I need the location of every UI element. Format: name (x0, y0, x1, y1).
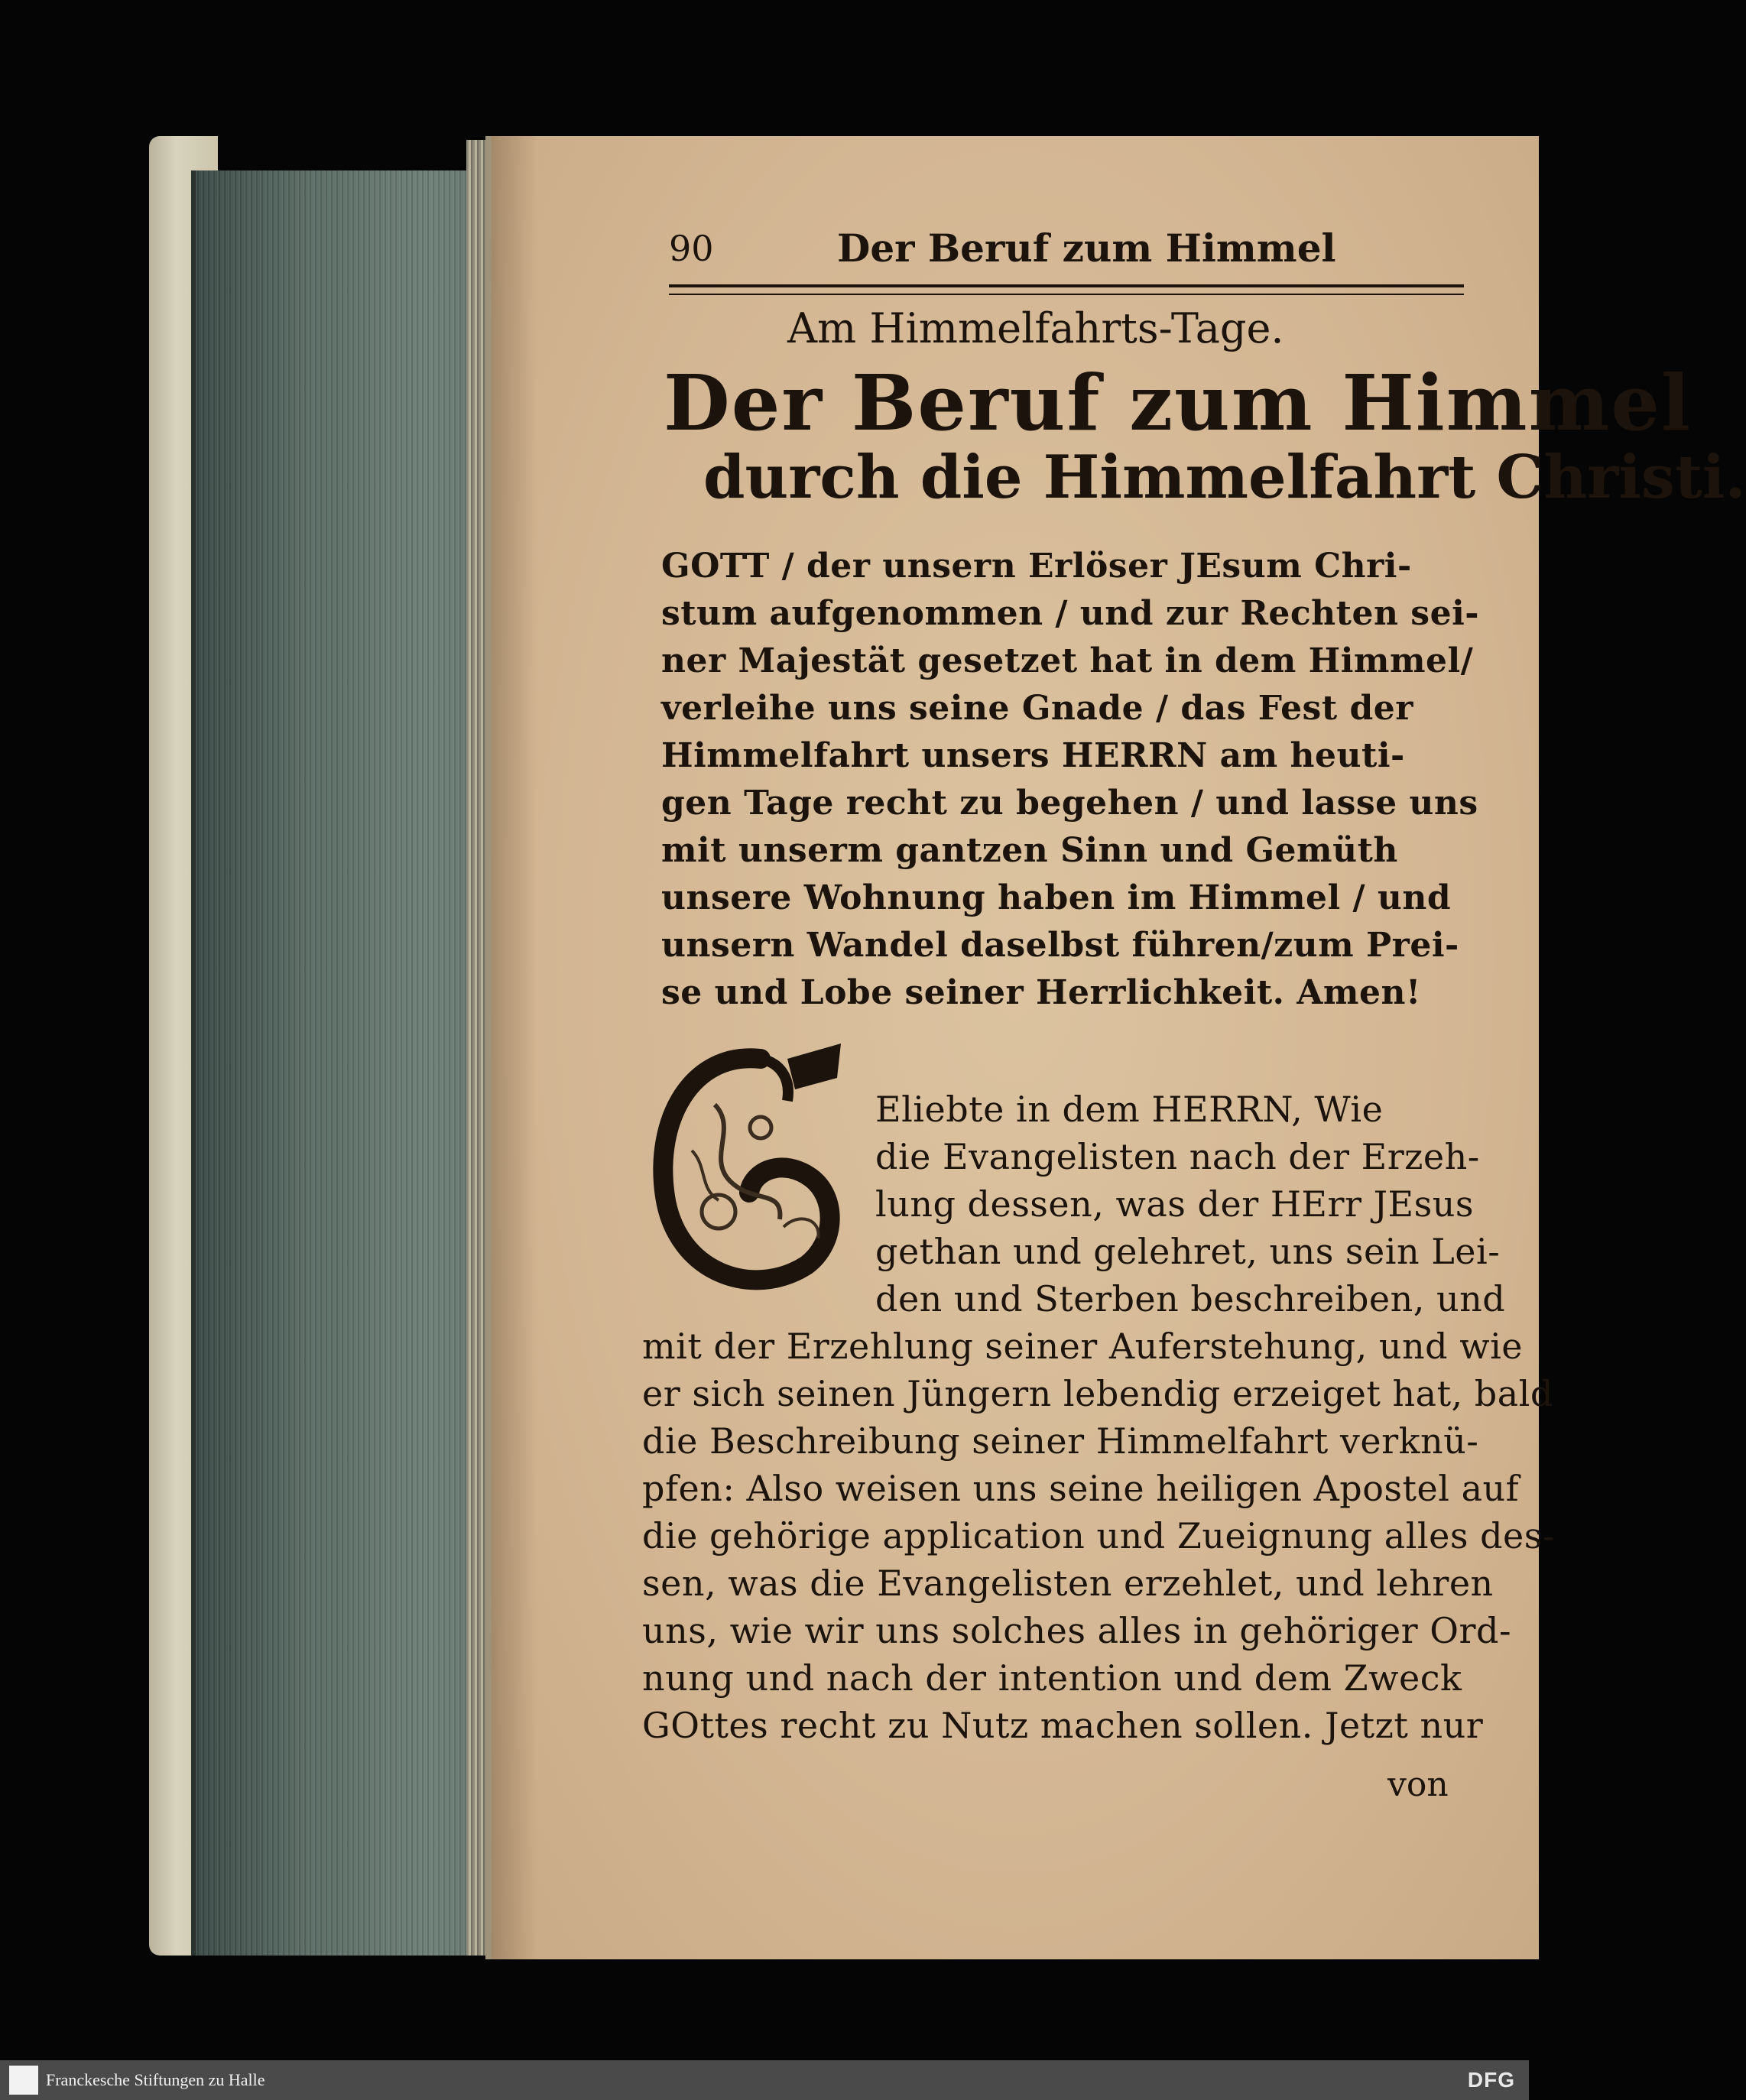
body-line: den und Sterben beschreiben, und (875, 1278, 1506, 1319)
prayer-line: GOTT / der unsern Erlöser JEsum Chri- (661, 547, 1412, 586)
body-line: die gehörige application und Zueignung alles des- (642, 1515, 1555, 1556)
prayer-line: Himmelfahrt unsers HERRN am heuti- (661, 736, 1405, 775)
page-number: 90 (669, 228, 714, 269)
body-line: pfen: Also weisen uns seine heiligen Apostel auf (642, 1468, 1520, 1509)
body-line: die Evangelisten nach der Erzeh- (875, 1136, 1480, 1177)
prayer-line: ner Majestät gesetzet hat in dem Himmel/ (661, 641, 1474, 680)
gutter-shadow (492, 136, 537, 1959)
prayer-line: verleihe uns seine Gnade / das Fest der (661, 689, 1413, 728)
viewer-footer (0, 2060, 1529, 2100)
running-head: Der Beruf zum Himmel (837, 226, 1336, 271)
sermon-subtitle: durch die Himmelfahrt Christi. (703, 443, 1746, 512)
page-header (669, 222, 1464, 275)
header-rule-thin (669, 294, 1464, 295)
body-line: mit der Erzehlung seiner Auferstehung, und wie (642, 1326, 1523, 1367)
body-line: die Beschreibung seiner Himmelfahrt verknü- (642, 1420, 1479, 1462)
body-line: er sich seinen Jüngern lebendig erzeiget hat, bald (642, 1373, 1553, 1414)
sermon-title: Der Beruf zum Himmel (664, 358, 1692, 448)
occasion-heading: Am Himmelfahrts-Tage. (787, 304, 1284, 352)
body-line: GOttes recht zu Nutz machen sollen. Jetzt nur (642, 1705, 1484, 1746)
body-line: nung und nach der intention und dem Zweck (642, 1657, 1462, 1699)
prayer-line: unsern Wandel daselbst führen/zum Prei- (661, 926, 1459, 965)
institution-name[interactable]: Franckesche Stiftungen zu Halle (46, 2070, 265, 2089)
institution-logo-icon[interactable] (9, 2066, 38, 2095)
dfg-logo[interactable]: DFG (1467, 2068, 1515, 2092)
prayer-line: gen Tage recht zu begehen / und lasse uns (661, 784, 1478, 823)
body-line: Eliebte in dem HERRN, Wie (875, 1089, 1384, 1130)
opening-prayer (661, 543, 1480, 1017)
prayer-line: unsere Wohnung haben im Himmel / und (661, 878, 1452, 917)
body-line: uns, wie wir uns solches alles in gehöriger Ord- (642, 1610, 1511, 1651)
catchword: von (1387, 1765, 1449, 1804)
prayer-line: stum aufgenommen / und zur Rechten sei- (661, 594, 1480, 633)
body-line: sen, was die Evangelisten erzehlet, und lehren (642, 1563, 1494, 1604)
prayer-line: se und Lobe seiner Herrlichkeit. Amen! (661, 973, 1421, 1012)
prayer-line: mit unserm gantzen Sinn und Gemüth (661, 831, 1398, 870)
sermon-body (642, 1086, 1555, 1749)
body-line: lung dessen, was der HErr JEsus (875, 1183, 1474, 1225)
header-rule (669, 284, 1464, 287)
body-line: gethan und gelehret, uns sein Lei- (875, 1231, 1501, 1272)
